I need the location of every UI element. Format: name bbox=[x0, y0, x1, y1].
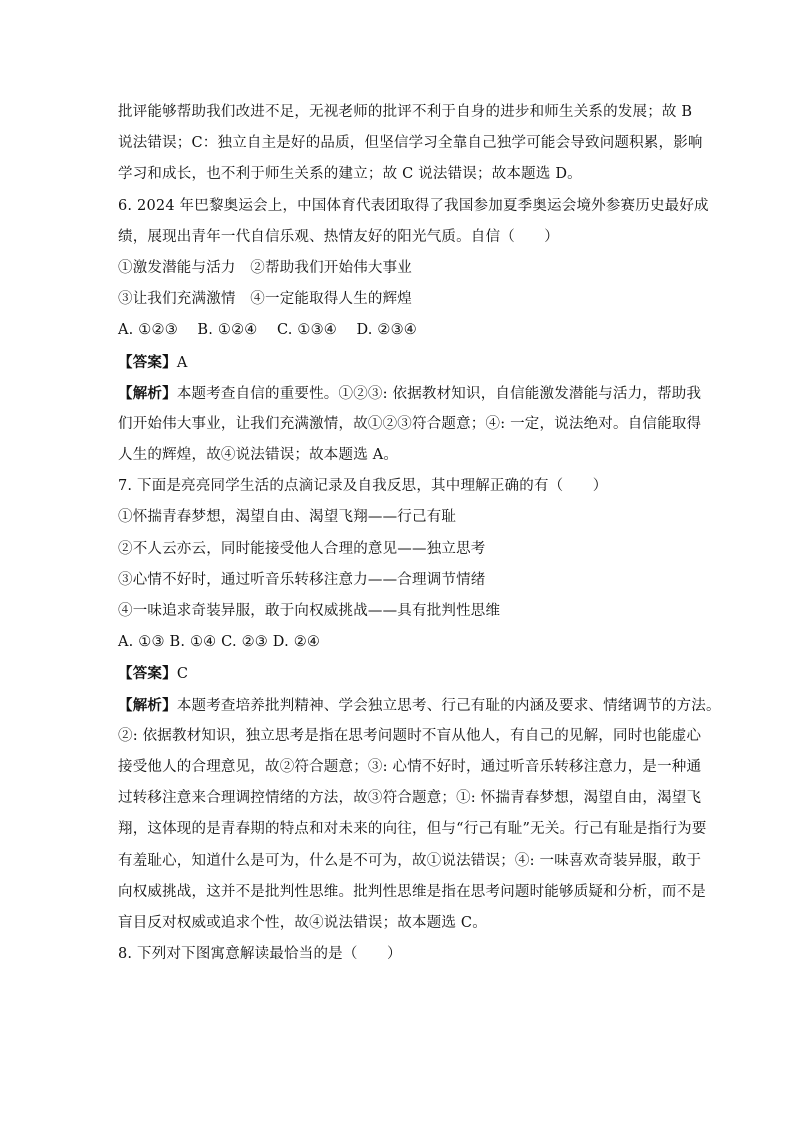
text-line bbox=[118, 128, 703, 159]
line-text: 8. 下列对下图寓意解读最恰当的是（ ） bbox=[118, 946, 402, 963]
answer-label: 【答案】 bbox=[118, 353, 177, 371]
question-7-option bbox=[118, 502, 680, 533]
question-6-analysis bbox=[118, 378, 702, 409]
line-text: 向权威挑战，这并不是批判性思维。批判性思维是指在思考问题时能够质疑和分析，而不是 bbox=[118, 883, 706, 900]
question-7-option bbox=[118, 565, 680, 596]
answer-value: C bbox=[176, 666, 189, 683]
text-line bbox=[118, 159, 680, 190]
answer-value: A bbox=[176, 354, 188, 371]
question-6-choices bbox=[118, 315, 680, 346]
question-6-stem bbox=[118, 191, 709, 222]
line-text: 人生的辉煌，故④说法错误；故本题选 A。 bbox=[118, 447, 399, 464]
question-7-option bbox=[118, 596, 680, 627]
question-7-analysis bbox=[118, 690, 721, 721]
question-7-choices bbox=[118, 627, 680, 658]
text-line bbox=[118, 814, 707, 845]
line-text: 本题考查培养批判精神、学会独立思考、行己有耻的内涵及要求、情绪调节的方法。 bbox=[176, 697, 721, 714]
line-text: ④一味追求奇装异服，敢于向权威挑战——具有批判性思维 bbox=[118, 603, 501, 619]
line-text: ③心情不好时，通过听音乐转移注意力——合理调节情绪 bbox=[118, 571, 486, 588]
text-line bbox=[118, 721, 702, 752]
text-line bbox=[118, 97, 693, 128]
line-text: 6. 2024 年巴黎奥运会上，中国体育代表团取得了我国参加夏季奥运会境外参赛历史最好成 bbox=[118, 197, 709, 214]
line-text: ②不人云亦云，同时能接受他人合理的意见——独立思考 bbox=[118, 540, 486, 557]
question-6-answer bbox=[118, 347, 680, 378]
question-6-option bbox=[118, 253, 680, 284]
line-text: 批评能够帮助我们改进不足，无视老师的批评不利于自身的进步和师生关系的发展；故 B bbox=[118, 104, 693, 120]
line-text: 说法错误；C：独立自主是好的品质，但坚信学习全靠自己独学可能会导致问题积累，影响 bbox=[118, 135, 703, 152]
analysis-label: 【解析】 bbox=[118, 696, 177, 714]
question-6-option bbox=[118, 284, 680, 315]
line-text: ①怀揣青春梦想，渴望自由、渴望飞翔——行己有耻 bbox=[118, 509, 457, 526]
line-text: 绩，展现出青年一代自信乐观、热情友好的阳光气质。自信（ ） bbox=[118, 228, 559, 245]
text-line bbox=[118, 409, 702, 440]
answer-label: 【答案】 bbox=[118, 665, 177, 683]
question-8-stem bbox=[118, 939, 680, 970]
line-text: 盲目反对权威或追求个性，故④说法错误；故本题选 C。 bbox=[118, 914, 487, 931]
line-text: ②: 依据教材知识，独立思考是指在思考问题时不盲从他人，有自己的见解，同时也能虚心 bbox=[118, 727, 702, 744]
line-text: 翔，这体现的是青春期的特点和对未来的向往，但与“行己有耻”无关。行己有耻是指行为要 bbox=[118, 821, 707, 838]
line-text: ③让我们充满激情 ④一定能取得人生的辉煌 bbox=[118, 291, 412, 308]
text-line bbox=[118, 846, 702, 877]
document-page bbox=[118, 97, 721, 970]
question-7-answer bbox=[118, 658, 680, 689]
text-line bbox=[118, 440, 680, 471]
line-text: A. ①②③ B. ①②④ C. ①③④ D. ②③④ bbox=[118, 322, 418, 339]
line-text: 7. 下面是亮亮同学生活的点滴记录及自我反思，其中理解正确的有（ ） bbox=[118, 478, 608, 495]
text-line bbox=[118, 783, 702, 814]
text-line bbox=[118, 908, 680, 939]
question-7-stem bbox=[118, 471, 680, 502]
line-text: ①激发潜能与活力 ②帮助我们开始伟大事业 bbox=[118, 259, 412, 276]
analysis-label: 【解析】 bbox=[118, 384, 177, 402]
line-text: 过转移注意来合理调控情绪的方法，故③符合题意；①: 怀揣青春梦想，渴望自由，渴望飞 bbox=[118, 790, 702, 807]
line-text: 本题考查自信的重要性。①②③: 依据教材知识，自信能激发潜能与活力，帮助我 bbox=[176, 385, 702, 402]
text-line bbox=[118, 877, 706, 908]
line-text: 接受他人的合理意见，故②符合题意；③: 心情不好时，通过听音乐转移注意力，是一种通 bbox=[118, 758, 702, 775]
line-text: 有羞耻心，知道什么是可为，什么是不可为，故①说法错误；④: 一味喜欢奇装异服，敢于 bbox=[118, 852, 702, 869]
question-7-option bbox=[118, 534, 680, 565]
line-text: 学习和成长，也不利于师生关系的建立；故 C 说法错误；故本题选 D。 bbox=[118, 166, 582, 183]
text-line bbox=[118, 752, 702, 783]
question-6-stem bbox=[118, 222, 680, 253]
line-text: A. ①③ B. ①④ C. ②③ D. ②④ bbox=[118, 634, 321, 651]
line-text: 们开始伟大事业，让我们充满激情，故①②③符合题意；④: 一定，说法绝对。自信能取得 bbox=[118, 415, 702, 432]
